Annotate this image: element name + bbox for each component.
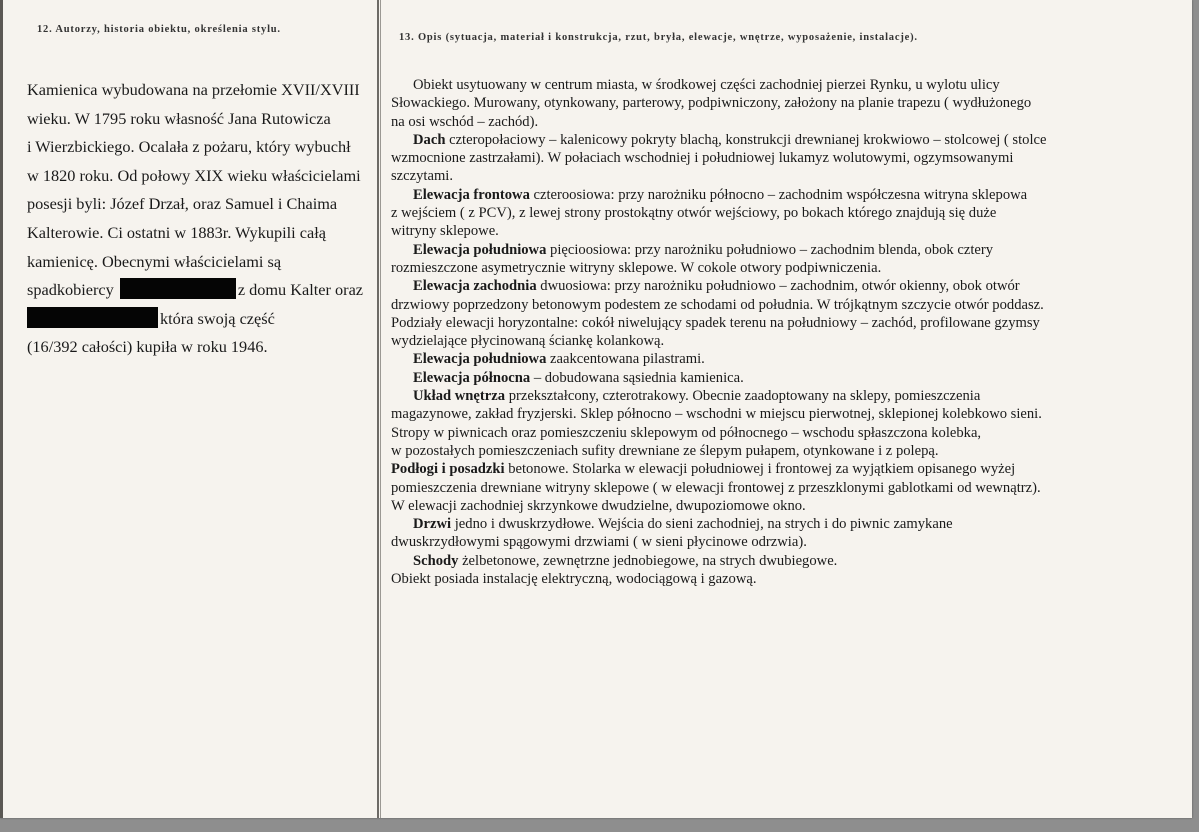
text-line: posesji byli: Józef Drzał, oraz Samuel i Chaima bbox=[27, 194, 338, 214]
text-line: wieku. W 1795 roku własność Jana Rutowicza bbox=[27, 108, 331, 128]
label-elewacja-poludniowa-2: Elewacja południowa bbox=[413, 351, 547, 368]
text-line: W elewacji zachodniej skrzynkowe dwudzielne, dwupoziomowe okno. bbox=[391, 497, 806, 514]
text-line: kamienicę. Obecnymi właścicielami są bbox=[27, 251, 282, 271]
text-line bbox=[391, 131, 1171, 149]
text-line: w pozostałych pomieszczeniach sufity drewniane ze ślepym pułapem, otynkowane i z polepą. bbox=[391, 442, 939, 459]
text-line: Kamienica wybudowana na przełomie XVII/XVIII bbox=[27, 80, 360, 99]
description-text bbox=[391, 76, 1171, 588]
text-line bbox=[391, 241, 1171, 259]
text-line bbox=[391, 515, 1171, 533]
label-podlogi: Podłogi i posadzki bbox=[391, 461, 505, 478]
text-fragment: – dobudowana sąsiednia kamienica. bbox=[533, 369, 744, 386]
page-edge bbox=[0, 0, 3, 818]
text-line bbox=[391, 387, 1171, 405]
text-line: dwuskrzydłowymi spągowymi drzwiami ( w sieni płycinowe odrzwia). bbox=[391, 534, 807, 551]
text-line: z wejściem ( z PCV), z lewej strony prostokątny otwór wejściowy, po bokach którego znajdują się duże bbox=[391, 205, 997, 222]
text-fragment: przekształcony, czterotrakowy. Obecnie zaadoptowany na sklepy, pomieszczenia bbox=[508, 388, 981, 405]
redaction-block bbox=[27, 307, 158, 328]
text-fragment: czteroosiowa: przy narożniku północno – zachodnim współczesna witryna sklepowa bbox=[533, 186, 1028, 203]
text-line: wydzielające płycinowaną ściankę kolankową. bbox=[391, 333, 665, 350]
text-line: szczytami. bbox=[391, 168, 453, 185]
text-line bbox=[391, 350, 1171, 368]
text-line: Obiekt usytuowany w centrum miasta, w środkowej części zachodniej pierzei Rynku, u wylotu ulicy bbox=[413, 77, 1000, 93]
text-line: magazynowe, zakład fryzjerski. Sklep północno – wschodni w miejscu pierwotnej, sklepionej kolebkowo sieni. bbox=[391, 406, 1042, 423]
text-line: Słowackiego. Murowany, otynkowany, parterowy, podpiwniczony, założony na planie trapezu ( wydłużonego bbox=[391, 95, 1032, 112]
label-elewacja-frontowa: Elewacja frontowa bbox=[413, 186, 530, 203]
text-line bbox=[391, 460, 1171, 478]
text-fragment: betonowe. Stolarka w elewacji południowej i frontowej za wyjątkiem opisanego wyżej bbox=[508, 461, 1016, 478]
text-line: Stropy w piwnicach oraz pomieszczeniu sklepowym od północnego – wschodu spłaszczona kolebka, bbox=[391, 424, 982, 441]
redaction-block bbox=[120, 278, 236, 299]
text-fragment: spadkobiercy bbox=[27, 280, 114, 300]
text-line: w 1820 roku. Od połowy XIX wieku właścicielami bbox=[27, 165, 361, 185]
label-elewacja-zachodnia: Elewacja zachodnia bbox=[413, 278, 537, 295]
label-drzwi: Drzwi bbox=[413, 516, 452, 533]
column-divider-shadow bbox=[380, 0, 381, 818]
label-elewacja-polnocna: Elewacja północna bbox=[413, 369, 531, 386]
section-13-heading: 13. Opis (sytuacja, materiał i konstrukcja, rzut, bryła, elewacje, wnętrze, wyposażenie, instalacje). bbox=[399, 32, 918, 43]
text-line: drzwiowy poprzedzony betonowym podestem ze schodami od południa. W trójkątnym szczycie otwór poddasz. bbox=[391, 296, 1044, 313]
history-text bbox=[27, 76, 373, 362]
text-line bbox=[391, 552, 1171, 570]
text-line: witryny sklepowe. bbox=[391, 223, 499, 240]
label-dach: Dach bbox=[413, 131, 446, 148]
label-uklad-wnetrza: Układ wnętrza bbox=[413, 388, 506, 405]
text-fragment: czteropołaciowy – kalenicowy pokryty blachą, konstrukcji drewnianej krokwiowo – stolcowej ( stolce bbox=[449, 131, 1047, 148]
text-fragment: z domu Kalter oraz bbox=[237, 280, 364, 300]
text-fragment: jedno i dwuskrzydłowe. Wejścia do sieni zachodniej, na strych i do piwnic zamykane bbox=[454, 516, 953, 533]
text-line bbox=[391, 277, 1171, 295]
text-fragment: pięcioosiowa: przy narożniku południowo – zachodnim blenda, obok cztery bbox=[550, 241, 994, 258]
text-line bbox=[391, 186, 1171, 204]
text-line: Obiekt posiada instalację elektryczną, wodociągową i gazową. bbox=[391, 571, 757, 588]
text-line: Podziały elewacji horyzontalne: cokół niwelujący spadek terenu na południowy – zachód, profilowane gzymsy bbox=[391, 314, 1040, 331]
text-line: i Wierzbickiego. Ocalała z pożaru, który wybuchł bbox=[27, 137, 351, 157]
text-line: Kalterowie. Ci ostatni w 1883r. Wykupili całą bbox=[27, 222, 326, 242]
text-fragment: która swoją część bbox=[160, 308, 275, 328]
section-12-heading: 12. Autorzy, historia obiektu, określenia stylu. bbox=[37, 24, 281, 35]
text-fragment: zaakcentowana pilastrami. bbox=[550, 351, 705, 368]
text-line bbox=[391, 369, 1171, 387]
text-fragment: dwuosiowa: przy narożniku południowo – zachodnim, otwór okienny, obok otwór bbox=[540, 278, 1020, 295]
label-elewacja-poludniowa: Elewacja południowa bbox=[413, 241, 547, 258]
text-line: (16/392 całości) kupiła w roku 1946. bbox=[27, 337, 268, 357]
text-fragment: żelbetonowe, zewnętrzne jednobiegowe, na strych dwubiegowe. bbox=[462, 552, 838, 569]
text-line bbox=[27, 305, 373, 334]
text-line: na osi wschód – zachód). bbox=[391, 113, 539, 130]
label-schody: Schody bbox=[413, 552, 459, 569]
column-divider bbox=[377, 0, 379, 818]
text-line: rozmieszczone asymetrycznie witryny sklepowe. W cokole otwory podpiwniczenia. bbox=[391, 259, 882, 276]
text-line bbox=[27, 276, 373, 305]
text-line: pomieszczenia drewniane witryny sklepowe ( w elewacji frontowej z przeszklonymi gablotkami od wewnątrz). bbox=[391, 479, 1041, 496]
text-line: wzmocnione zastrzałami). W połaciach wschodniej i południowej lukamyz wolutowymi, ogzymsowanymi bbox=[391, 150, 1014, 167]
